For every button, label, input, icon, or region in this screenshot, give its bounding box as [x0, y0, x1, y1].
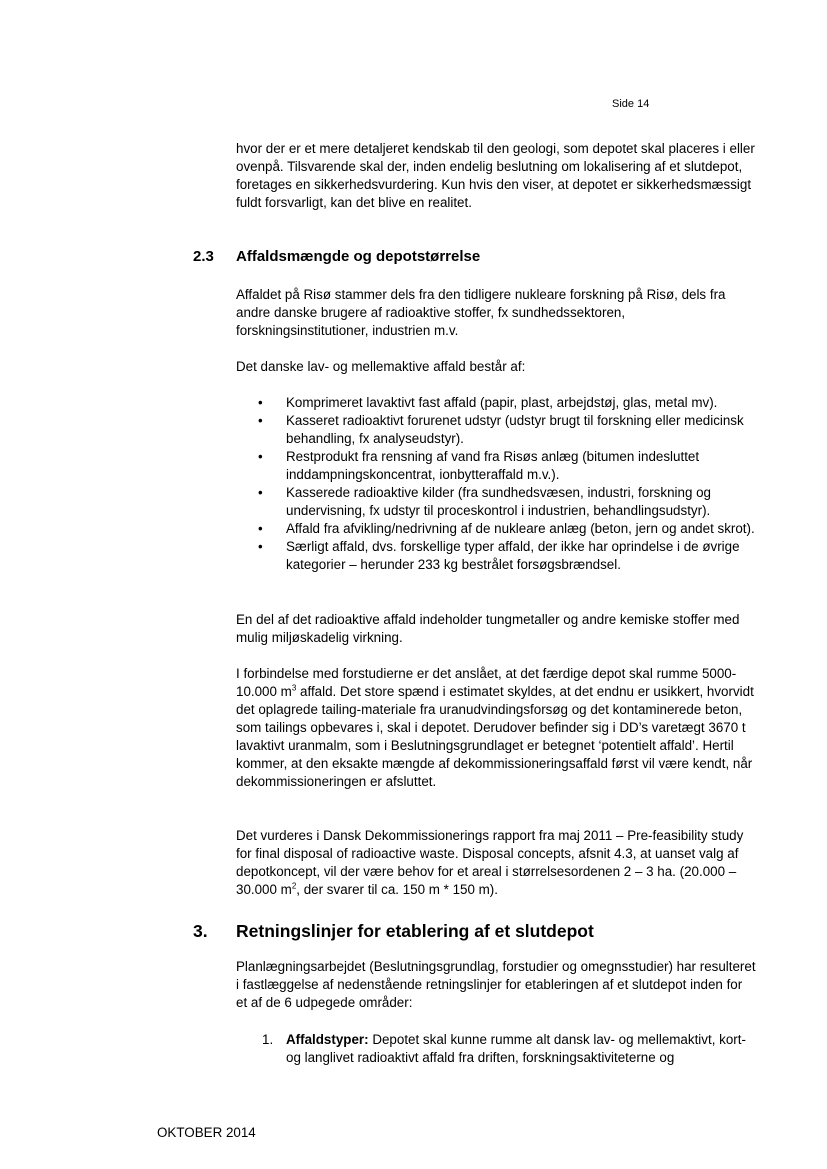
list-item-text: Særligt affald, dvs. forskellige typer affald, der ikke har oprindelse i de øvrige kategorier – herunder 233 kg bestrålet forsøgsbrændsel. [286, 539, 740, 572]
list-item [236, 520, 756, 538]
guidelines-list [236, 1031, 756, 1067]
list-item-text: Affald fra afvikling/nedrivning af de nukleare anlæg (beton, jern og andet skrot). [286, 521, 755, 536]
bullet-icon: • [258, 485, 263, 500]
list-item [236, 394, 756, 412]
area-text-end: , der svarer til ca. 150 m * 150 m). [296, 882, 498, 897]
paragraph-waste-origin: Affaldet på Risø stammer dels fra den tidligere nukleare forskning på Risø, dels fra andre danske brugere af radioaktive stoffer, fx sundhedssektoren, forskningsinstitutioner, industrien m.v. [236, 287, 726, 338]
footer-date: OKTOBER 2014 [157, 1125, 256, 1140]
list-item-text: Komprimeret lavaktivt fast affald (papir, plast, arbejdstøj, glas, metal mv). [286, 395, 718, 410]
list-item-text: Kasseret radioaktivt forurenet udstyr (udstyr brugt til forskning eller medicinsk behandling, fx analyseudstyr). [286, 413, 744, 446]
list-item [236, 538, 756, 574]
bullet-icon: • [258, 539, 263, 554]
paragraph-waste-types-intro: Det danske lav- og mellemaktive affald består af: [236, 359, 526, 374]
volume-text-start: I forbindelse med forstudierne er det anslået, at det færdige depot skal rumme 5000-10.000 m [236, 666, 737, 699]
bullet-icon: • [258, 413, 263, 428]
bullet-icon: • [258, 395, 263, 410]
list-item-text: Depotet skal kunne rumme alt dansk lav- og mellemaktivt, kort- og langlivet radioaktivt affald fra driften, forskningsaktiviteterne og [286, 1032, 746, 1065]
paragraph-heavy-metals: En del af det radioaktive affald indeholder tungmetaller og andre kemiske stoffer med mulig miljøskadelig virkning. [236, 612, 740, 645]
section-2-3-heading [193, 248, 480, 265]
list-item [236, 448, 756, 484]
area-text-start: Det vurderes i Dansk Dekommissionerings rapport fra maj 2011 – Pre-feasibility study for final disposal of radioactive waste. Disposal concepts, afsnit 4.3, at uanset valg af depotkoncept, vil der være behov for et areal i størrelsesordenen 2 – 3 ha. (20.000 – 30.000 m [236, 828, 744, 897]
bullet-icon: • [258, 449, 263, 464]
section-3-heading [193, 921, 594, 942]
paragraph-area-estimate [236, 827, 756, 899]
square-superscript: 2 [291, 881, 297, 891]
section-title: Affaldsmængde og depotstørrelse [236, 248, 481, 265]
list-item [236, 484, 756, 520]
waste-types-list [236, 394, 756, 574]
paragraph-depot-volume [236, 665, 756, 791]
list-number: 1. [262, 1032, 274, 1047]
section-number: 3. [193, 921, 208, 941]
page-number: Side 14 [612, 98, 650, 110]
list-item-text: Kasserede radioaktive kilder (fra sundhedsvæsen, industri, forskning og undervisning, fx udstyr til proceskontrol i industrien, behandlingsudstyr). [286, 485, 712, 518]
section-title: Retningslinjer for etablering af et slutdepot [236, 921, 594, 941]
volume-text-end: affald. Det store spænd i estimatet skyldes, at det endnu er usikkert, hvorvidt det oplagrede tailing-materiale fra uranudvindingsforsøg og det kontaminerede beton, som tailings opbevares i, skal i depotet. Derudover befinder sig i DD’s varetægt 3670 t lavaktivt uranmalm, som i Beslutningsgrundlaget er betegnet ‘potentielt affald’. Hertil kommer, at den eksakte mængde af dekommissioneringsaffald først vil være kendt, når dekommissioneringen er afsluttet. [236, 684, 754, 789]
list-item-text: Restprodukt fra rensning af vand fra Risøs anlæg (bitumen indesluttet inddampningskoncentrat, ionbytteraffald m.v.). [286, 449, 700, 482]
cubic-superscript: 3 [291, 683, 297, 693]
list-item-label: Affaldstyper: [286, 1032, 369, 1047]
section-number: 2.3 [193, 248, 214, 265]
list-item [236, 1031, 756, 1067]
intro-paragraph: hvor der er et mere detaljeret kendskab til den geologi, som depotet skal placeres i eller ovenpå. Tilsvarende skal der, inden endelig beslutning om lokalisering af et slutdepot, foretages en sikkerhedsvurdering. Kun hvis den viser, at depotet er sikkerhedsmæssigt fuldt forsvarligt, kan det blive en realitet. [236, 141, 755, 210]
bullet-icon: • [258, 521, 263, 536]
list-item [236, 412, 756, 448]
paragraph-guidelines-intro: Planlægningsarbejdet (Beslutningsgrundlag, forstudier og omegnsstudier) har resulteret i fastlæggelse af nedenstående retningslinjer for etableringen af et slutdepot inden for et af de 6 udpegede områder: [236, 959, 756, 1010]
